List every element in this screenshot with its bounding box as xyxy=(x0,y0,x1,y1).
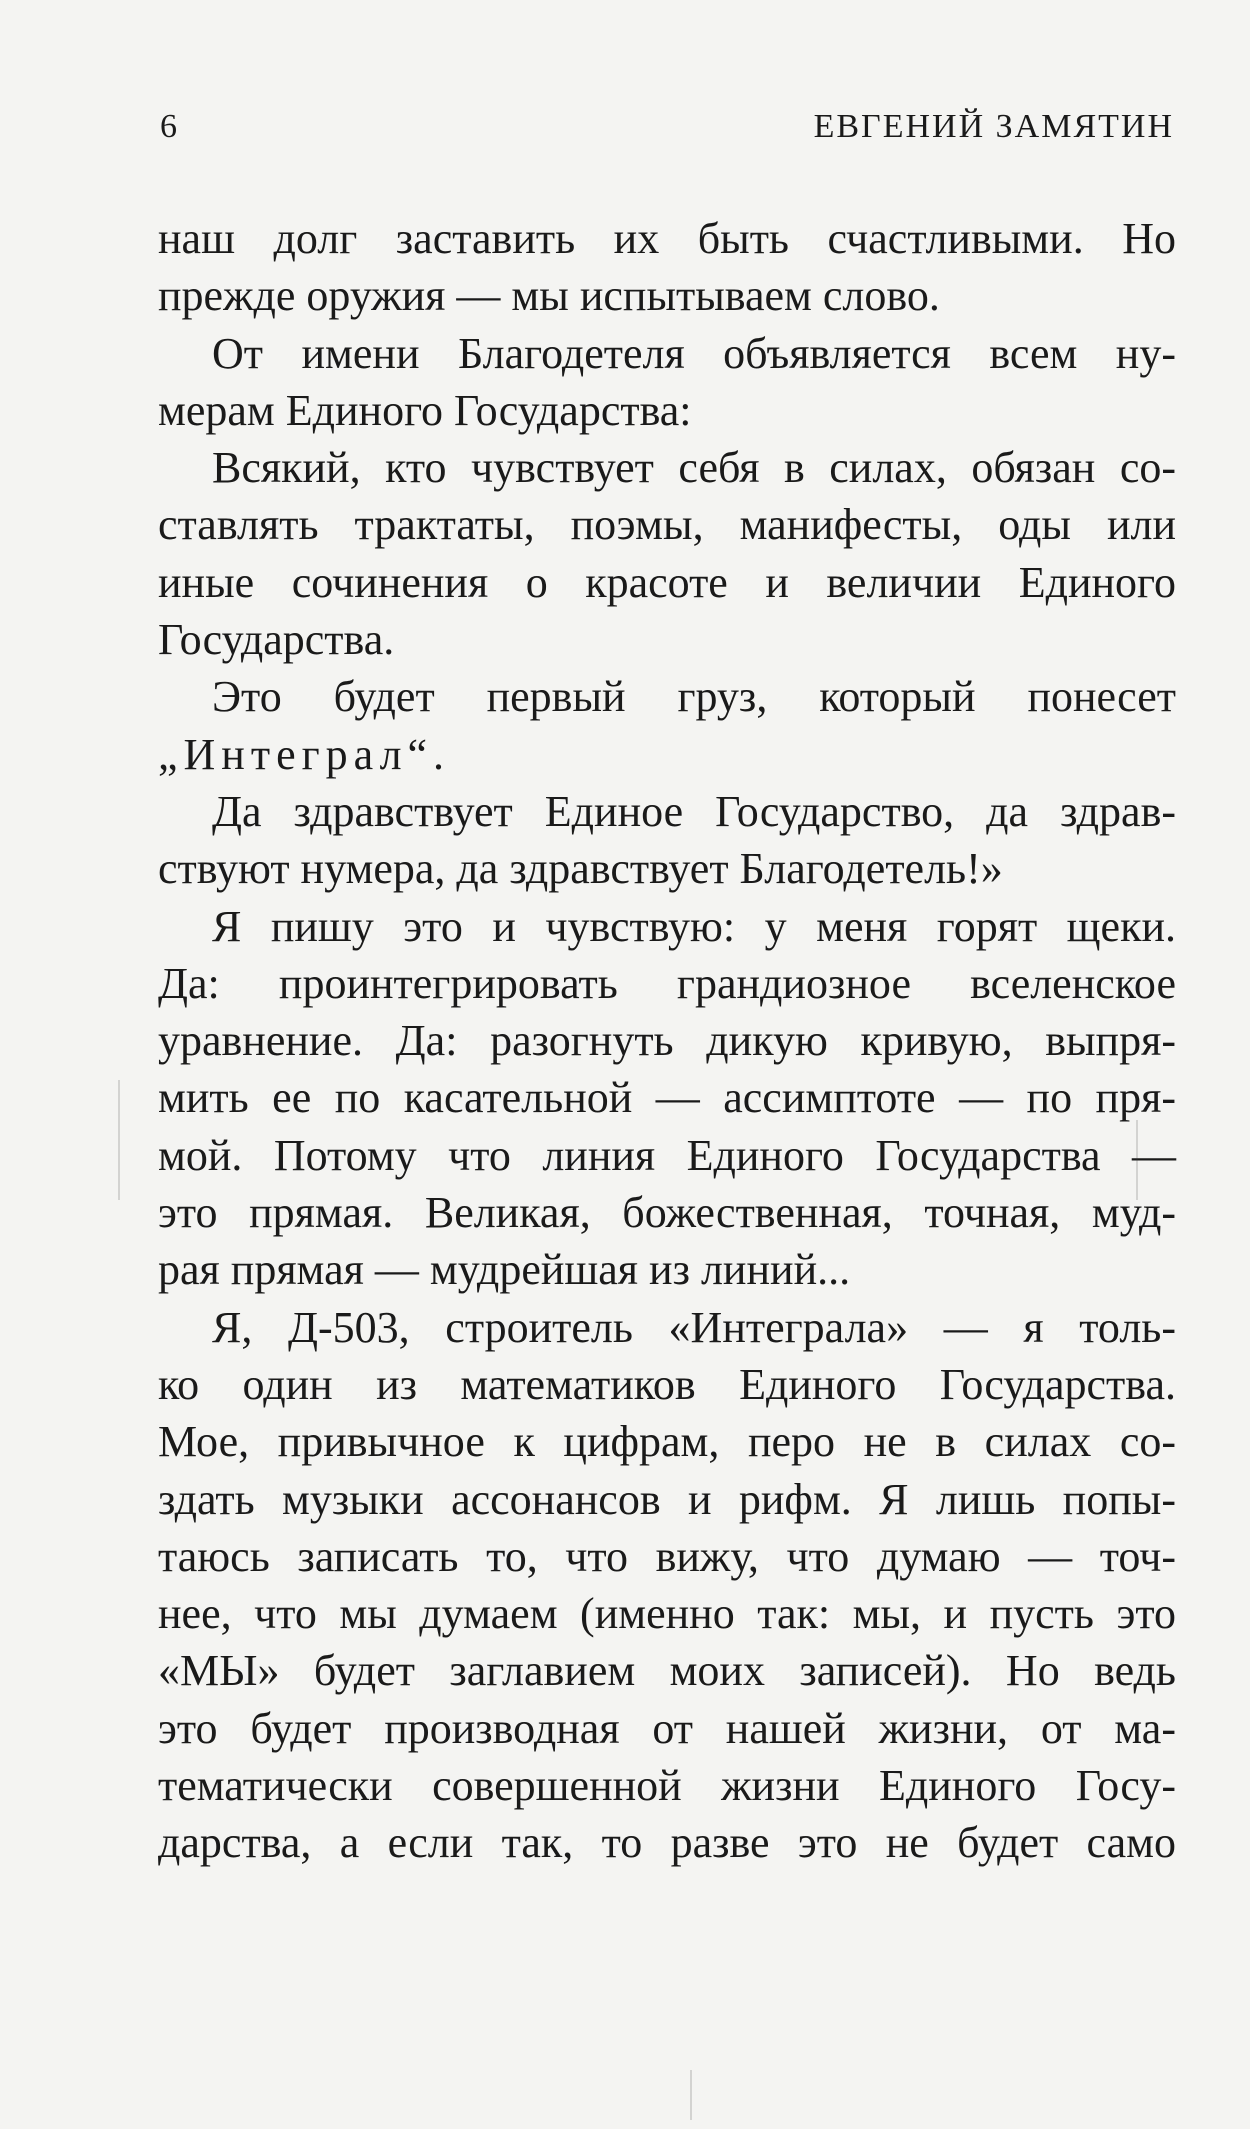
text-line: мить ее по касательной — ассимптоте — по пря- xyxy=(158,1073,1176,1123)
text-line: наш долг заставить их быть счастливыми. Но xyxy=(158,214,1176,263)
text-line: здать музыки ассонансов и рифм. Я лишь попы- xyxy=(158,1474,1176,1524)
scan-artifact-bottom xyxy=(690,2070,692,2120)
body-text xyxy=(158,210,1176,1872)
text-line: мерам Единого Государства: xyxy=(158,385,692,435)
text-line: нее, что мы думаем (именно так: мы, и пусть это xyxy=(158,1589,1176,1639)
text-line: уравнение. Да: разогнуть дикую кривую, выпря- xyxy=(158,1016,1176,1066)
running-head-author: ЕВГЕНИЙ ЗАМЯТИН xyxy=(813,108,1174,145)
text-line: тематически совершенной жизни Единого Госу- xyxy=(158,1761,1176,1811)
text-line: Да: проинтегрировать грандиозное вселенское xyxy=(158,958,1176,1008)
text-line: это прямая. Великая, божественная, точная, муд- xyxy=(158,1188,1176,1238)
text-line: ставлять трактаты, поэмы, манифесты, оды или xyxy=(158,500,1176,550)
text-line: «МЫ» будет заглавием моих записей). Но ведь xyxy=(158,1646,1176,1696)
text-line: Я пишу это и чувствую: у меня горят щеки. xyxy=(212,901,1176,951)
text-line: Мое, привычное к цифрам, перо не в силах со- xyxy=(158,1417,1176,1467)
scan-artifact-left xyxy=(118,1080,120,1200)
text-line: рая прямая — мудрейшая из линий... xyxy=(158,1245,851,1295)
text-line: Да здравствует Единое Государство, да здрав- xyxy=(212,786,1176,836)
text-line: таюсь записать то, что вижу, что думаю — точ- xyxy=(158,1531,1176,1581)
page-number: 6 xyxy=(160,108,178,145)
text-line: дарства, а если так, то разве это не будет само xyxy=(158,1818,1176,1868)
text-line: ствуют нумера, да здравствует Благодетель!» xyxy=(158,844,1003,894)
text-line: Я, Д-503, строитель «Интеграла» — я толь- xyxy=(212,1302,1176,1352)
text-line: Это будет первый груз, который понесет xyxy=(212,672,1176,722)
text-line: Всякий, кто чувствует себя в силах, обязан со- xyxy=(212,443,1176,493)
page-header xyxy=(160,108,1174,158)
text-line: мой. Потому что линия Единого Государства — xyxy=(158,1130,1176,1180)
text-line: ко один из математиков Единого Государства. xyxy=(158,1359,1176,1409)
text-line: От имени Благодетеля объявляется всем ну- xyxy=(212,328,1176,378)
text-line: „Интеграл“. xyxy=(158,729,451,779)
text-line: Государства. xyxy=(158,615,395,665)
text-line: прежде оружия — мы испытываем слово. xyxy=(158,271,940,321)
text-line: это будет производная от нашей жизни, от ма- xyxy=(158,1703,1176,1753)
text-line: иные сочинения о красоте и величии Единого xyxy=(158,557,1176,607)
scan-artifact-right xyxy=(1136,1120,1138,1200)
